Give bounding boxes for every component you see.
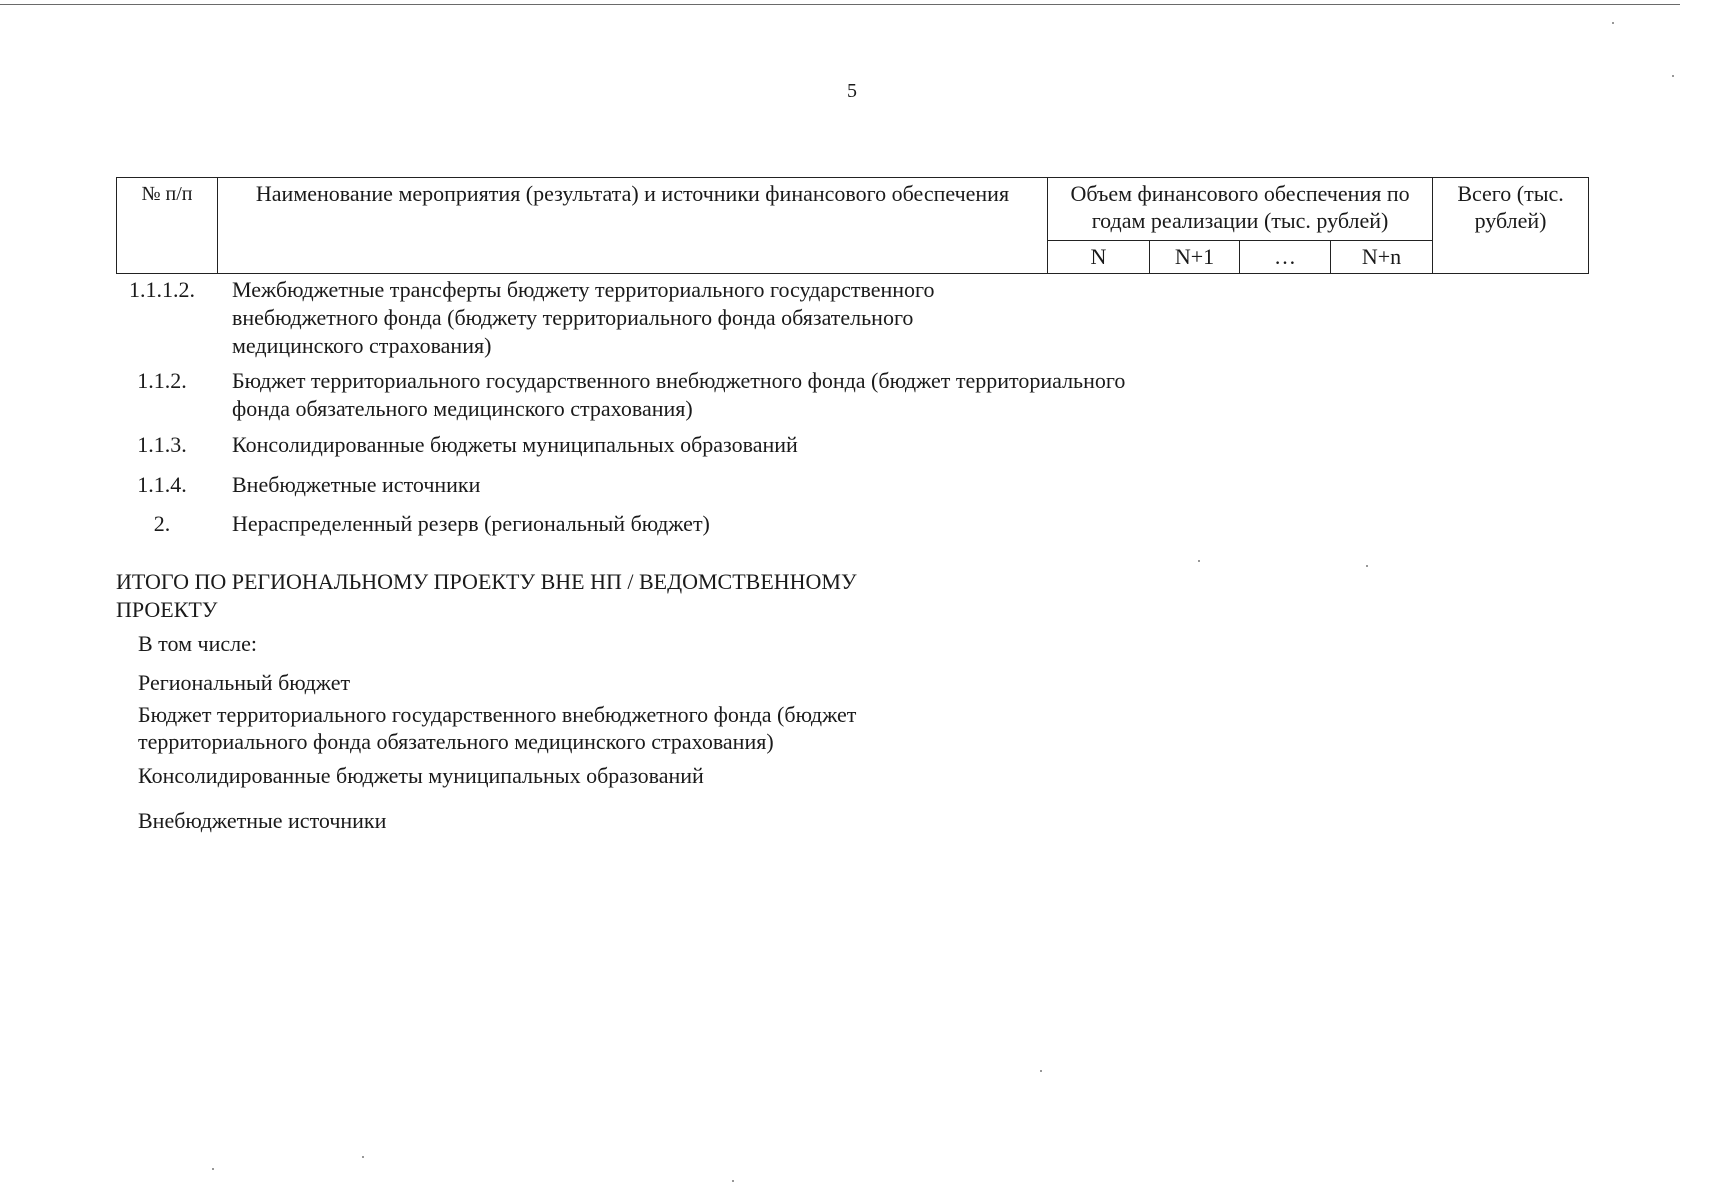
scan-speck (1612, 22, 1614, 24)
header-col-number: № п/п (117, 178, 218, 274)
header-year-ellipsis: … (1240, 241, 1331, 274)
financing-table-header (116, 177, 1589, 274)
scan-speck (1366, 565, 1368, 567)
line-item-text: Нераспределенный резерв (региональный бюджет) (232, 511, 710, 536)
totals-item-regional-budget: Региональный бюджет (138, 670, 351, 695)
line-item-number: 1.1.1.2. (129, 277, 195, 302)
line-item-text: Внебюджетные источники (232, 472, 481, 497)
header-year-n-plus-1: N+1 (1150, 241, 1240, 274)
line-item-number: 2. (153, 511, 171, 536)
top-border-line (0, 4, 1680, 5)
line-item-text: Межбюджетные трансферты бюджету территориального государственного внебюджетного фонда (бюджету территориального фонда обязательного медицинского страхования) (232, 277, 935, 358)
page-number: 5 (847, 80, 857, 102)
scan-speck (1672, 75, 1674, 77)
scan-speck (1040, 1070, 1042, 1072)
scan-speck (362, 1156, 364, 1158)
scan-speck (212, 1168, 214, 1170)
totals-item-territorial-fund: Бюджет территориального государственного внебюджетного фонда (бюджет территориального фонда обязательного медицинского страхования) (138, 702, 857, 754)
header-year-n: N (1048, 241, 1150, 274)
line-item-text: Консолидированные бюджеты муниципальных образований (232, 432, 798, 457)
line-item-number: 1.1.4. (137, 472, 187, 497)
scan-speck (732, 1180, 734, 1182)
header-year-n-plus-n: N+n (1331, 241, 1433, 274)
totals-item-municipal: Консолидированные бюджеты муниципальных образований (138, 763, 704, 788)
line-item-number: 1.1.2. (137, 368, 187, 393)
totals-including-label: В том числе: (138, 631, 257, 656)
line-item-text: Бюджет территориального государственного внебюджетного фонда (бюджет территориального фонда обязательного медицинского страхования) (232, 368, 1126, 421)
header-col-total: Всего (тыс. рублей) (1433, 178, 1589, 274)
totals-item-off-budget: Внебюджетные источники (138, 808, 387, 833)
scan-speck (1198, 560, 1200, 562)
header-col-name: Наименование мероприятия (результата) и источники финансового обеспечения (218, 178, 1048, 274)
header-col-financing: Объем финансового обеспечения по годам реализации (тыс. рублей) (1048, 178, 1433, 241)
totals-title: ИТОГО ПО РЕГИОНАЛЬНОМУ ПРОЕКТУ ВНЕ НП / ВЕДОМСТВЕННОМУ ПРОЕКТУ (116, 569, 857, 622)
line-item-number: 1.1.3. (137, 432, 187, 457)
